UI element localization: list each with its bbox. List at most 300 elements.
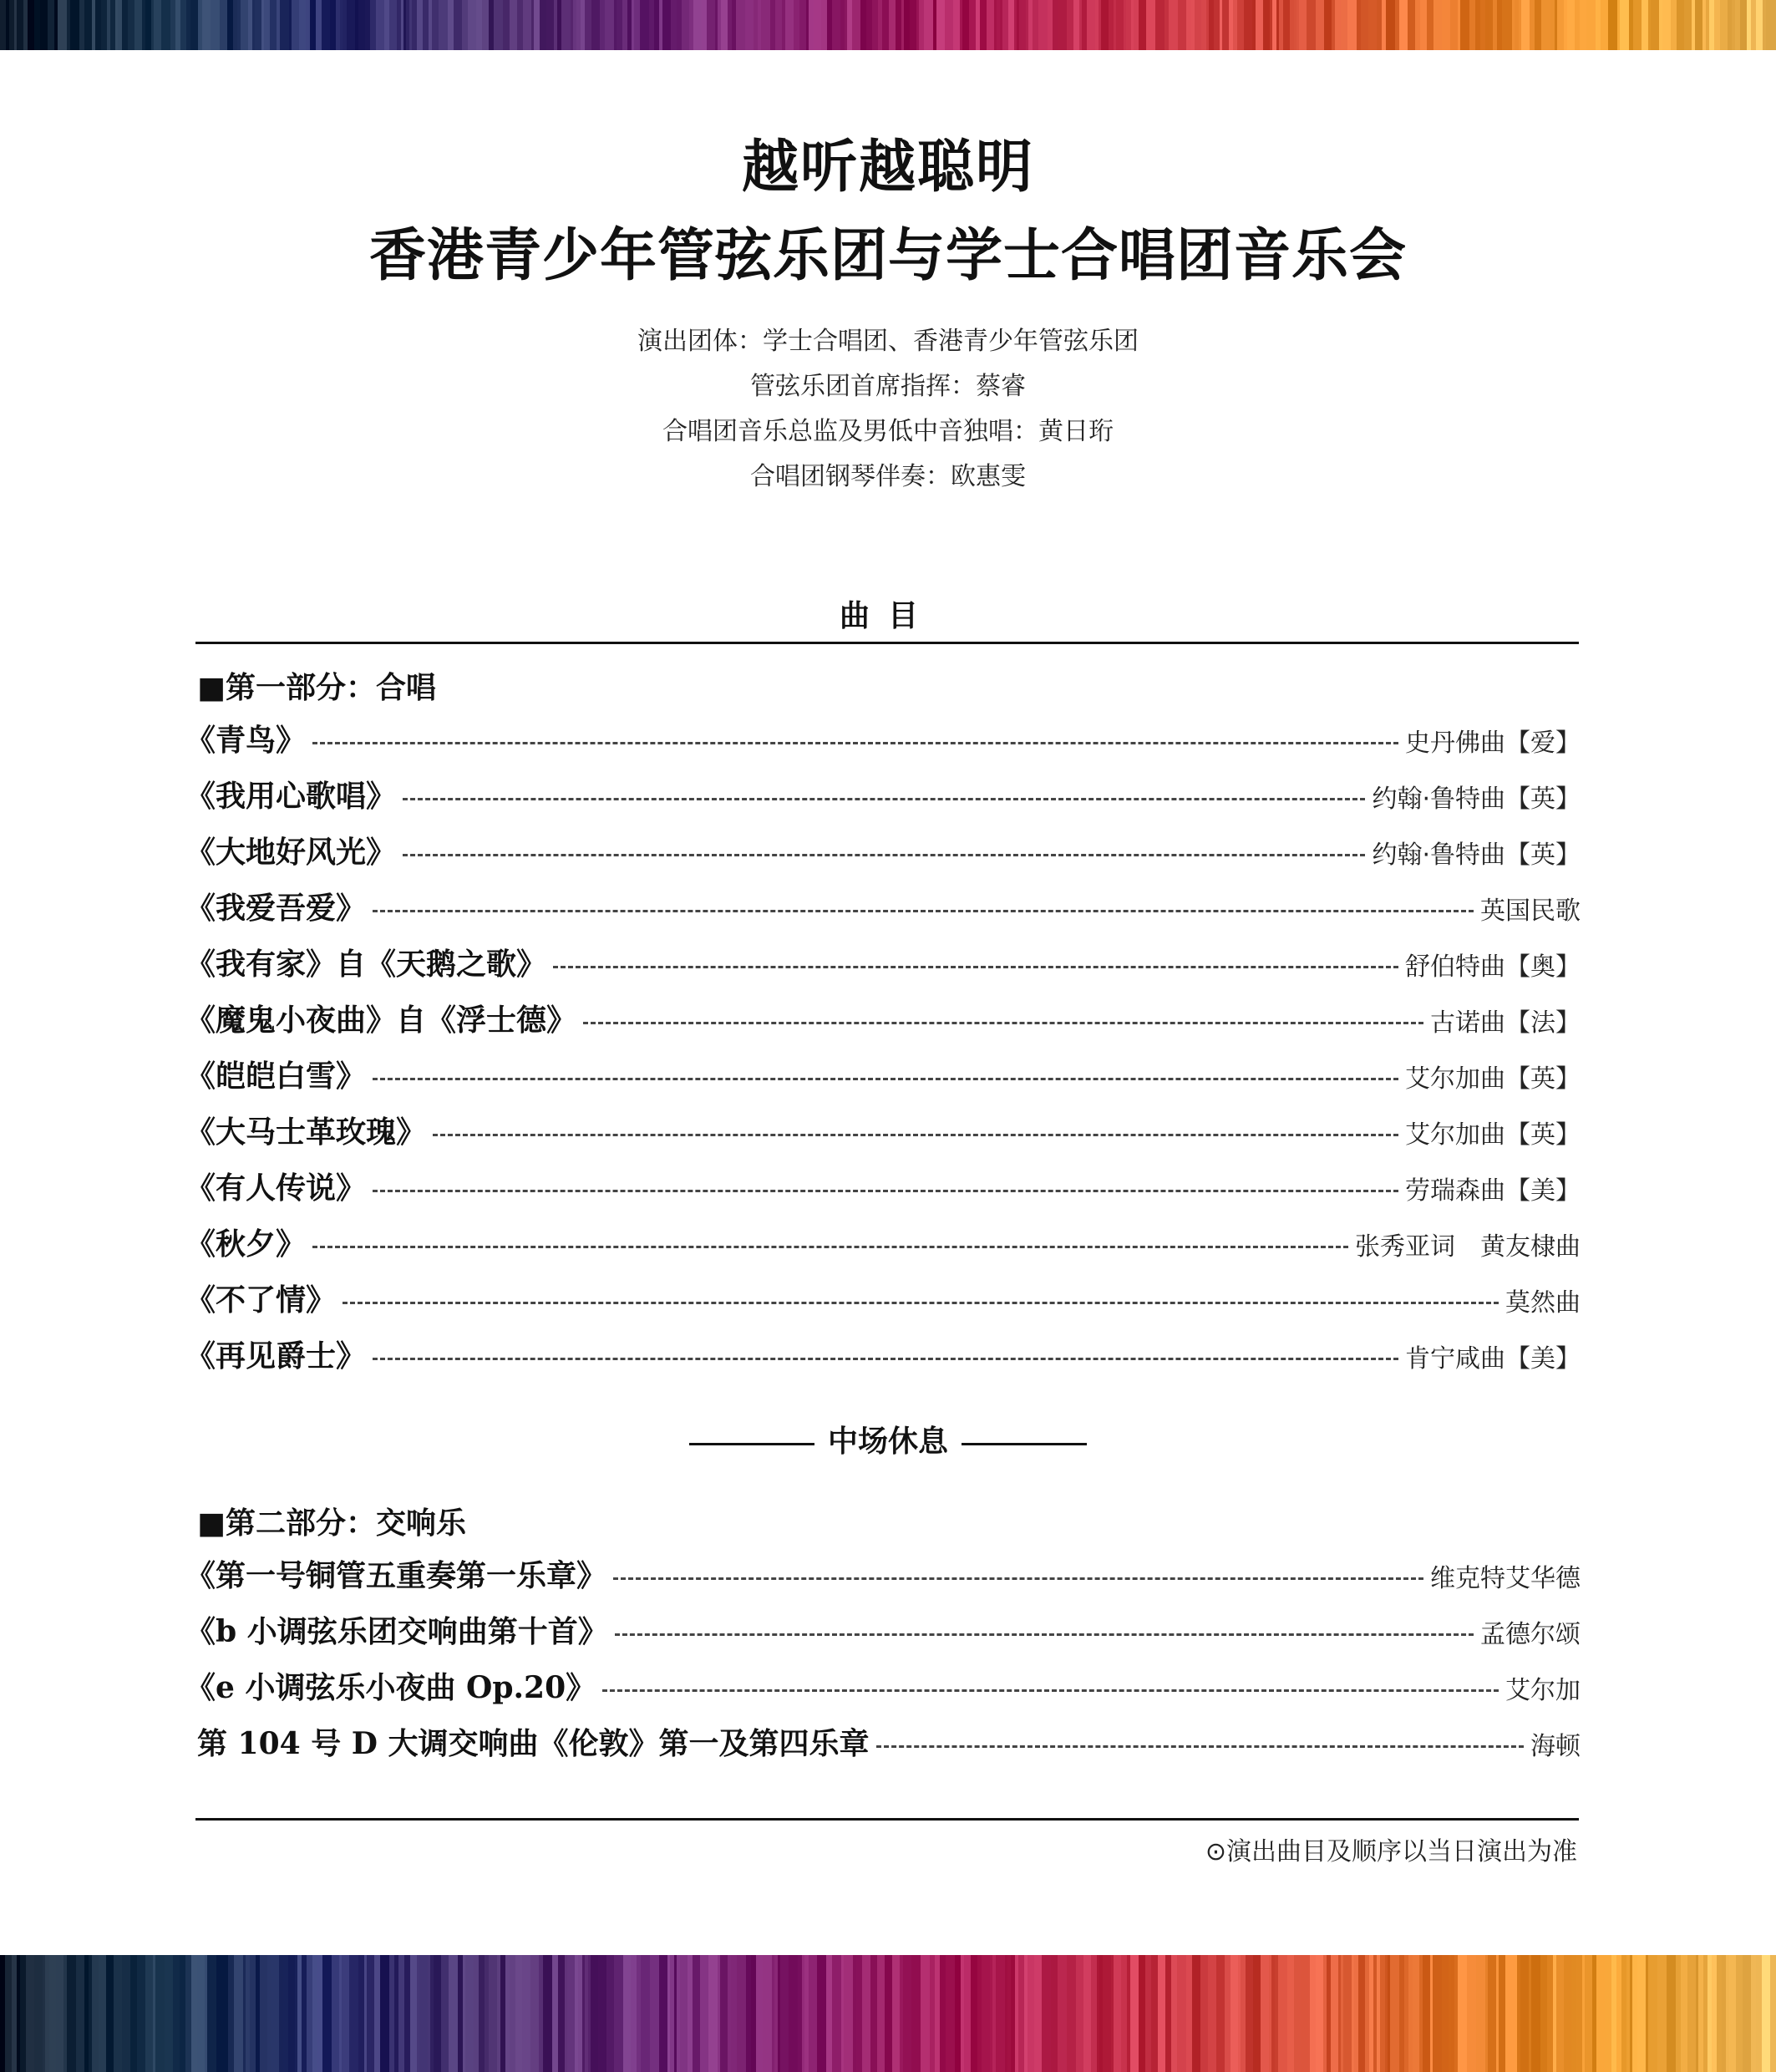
program-item bbox=[185, 1048, 1581, 1104]
color-stripe-bar bbox=[1555, 0, 1557, 50]
color-stripe-bar bbox=[862, 1955, 870, 2072]
color-stripe-bar bbox=[872, 0, 878, 50]
color-stripe-bar bbox=[1611, 1955, 1616, 2072]
color-stripe-bar bbox=[969, 0, 976, 50]
color-stripe-bar bbox=[485, 1955, 489, 2072]
color-stripe-bar bbox=[904, 0, 910, 50]
color-stripe-bar bbox=[1087, 0, 1095, 50]
color-stripe-bar bbox=[582, 1955, 585, 2072]
dotted-leader bbox=[373, 910, 1474, 912]
color-stripe-bar bbox=[1272, 0, 1276, 50]
color-stripe-bar bbox=[667, 1955, 670, 2072]
color-stripe-bar bbox=[1467, 1955, 1476, 2072]
color-stripe-bar bbox=[1585, 1955, 1592, 2072]
color-stripe-bar bbox=[211, 0, 220, 50]
color-stripe-bar bbox=[977, 1955, 982, 2072]
color-stripe-bar bbox=[1657, 1955, 1667, 2072]
composer: 艾尔加 bbox=[1505, 1675, 1581, 1705]
color-stripe-bar bbox=[454, 0, 462, 50]
color-stripe-bar bbox=[817, 1955, 826, 2072]
color-stripe-bar bbox=[1530, 0, 1535, 50]
color-stripe-bar bbox=[649, 0, 654, 50]
color-stripe-bar bbox=[1567, 0, 1575, 50]
color-stripe-bar bbox=[1620, 0, 1629, 50]
color-stripe-bar bbox=[933, 0, 936, 50]
color-stripe-bar bbox=[110, 0, 115, 50]
work-title: 《青鸟》 bbox=[185, 722, 307, 758]
color-stripe-bar bbox=[1101, 0, 1109, 50]
concert-title: 越听越聪明 bbox=[741, 134, 1034, 201]
color-stripe-bar bbox=[1454, 1955, 1458, 2072]
color-stripe-bar bbox=[23, 0, 28, 50]
program-item bbox=[185, 936, 1581, 992]
color-stripe-bar bbox=[1596, 0, 1601, 50]
color-stripe-bar bbox=[591, 1955, 598, 2072]
color-stripe-bar bbox=[1646, 1955, 1648, 2072]
color-stripe-bar bbox=[292, 0, 299, 50]
color-stripe-bar bbox=[497, 1955, 500, 2072]
color-stripe-bar bbox=[9, 0, 14, 50]
color-stripe-bar bbox=[1531, 1955, 1540, 2072]
color-stripe-bar bbox=[1048, 0, 1053, 50]
color-stripe-bar bbox=[205, 1955, 207, 2072]
color-stripe-bar bbox=[374, 1955, 380, 2072]
color-stripe-bar bbox=[500, 1955, 505, 2072]
color-stripe-bar bbox=[503, 0, 510, 50]
color-stripe-bar bbox=[449, 1955, 458, 2072]
color-stripe-bar bbox=[1380, 1955, 1385, 2072]
color-stripe-bar bbox=[448, 0, 454, 50]
color-stripe-bar bbox=[153, 1955, 155, 2072]
color-stripe-bar bbox=[261, 0, 264, 50]
color-stripe-bar bbox=[650, 1955, 659, 2072]
color-stripe-bar bbox=[1529, 1955, 1531, 2072]
color-stripe-bar bbox=[389, 1955, 394, 2072]
dotted-leader bbox=[403, 798, 1365, 800]
color-stripe-bar bbox=[996, 1955, 1005, 2072]
rainbow-stripe-bottom bbox=[0, 1955, 1776, 2072]
color-stripe-bar bbox=[606, 1955, 614, 2072]
color-stripe-bar bbox=[1517, 1955, 1520, 2072]
color-stripe-bar bbox=[122, 1955, 130, 2072]
color-stripe-bar bbox=[1079, 0, 1082, 50]
color-stripe-bar bbox=[1766, 0, 1775, 50]
color-stripe-bar bbox=[6, 0, 9, 50]
color-stripe-bar bbox=[114, 1955, 122, 2072]
color-stripe-bar bbox=[946, 1955, 955, 2072]
color-stripe-bar bbox=[1659, 0, 1662, 50]
color-stripe-bar bbox=[128, 0, 134, 50]
color-stripe-bar bbox=[1515, 0, 1519, 50]
color-stripe-bar bbox=[252, 0, 255, 50]
color-stripe-bar bbox=[84, 0, 92, 50]
color-stripe-bar bbox=[404, 1955, 410, 2072]
color-stripe-bar bbox=[216, 1955, 220, 2072]
color-stripe-bar bbox=[976, 0, 980, 50]
color-stripe-bar bbox=[832, 0, 840, 50]
color-stripe-bar bbox=[58, 0, 67, 50]
color-stripe-bar bbox=[1002, 0, 1008, 50]
color-stripe-bar bbox=[1740, 0, 1747, 50]
color-stripe-bar bbox=[782, 0, 785, 50]
color-stripe-bar bbox=[1629, 0, 1633, 50]
color-stripe-bar bbox=[1676, 1955, 1681, 2072]
composer: 约翰·鲁特曲【英】 bbox=[1372, 840, 1581, 870]
color-stripe-bar bbox=[332, 1955, 339, 2072]
color-stripe-bar bbox=[1736, 1955, 1743, 2072]
color-stripe-bar bbox=[1076, 1955, 1083, 2072]
color-stripe-bar bbox=[1535, 0, 1541, 50]
color-stripe-bar bbox=[1493, 0, 1497, 50]
color-stripe-bar bbox=[462, 0, 468, 50]
color-stripe-bar bbox=[468, 0, 476, 50]
color-stripe-bar bbox=[76, 1955, 84, 2072]
color-stripe-bar bbox=[1022, 0, 1026, 50]
color-stripe-bar bbox=[814, 0, 821, 50]
color-stripe-bar bbox=[227, 0, 233, 50]
color-stripe-bar bbox=[1735, 0, 1740, 50]
color-stripe-bar bbox=[370, 0, 376, 50]
color-stripe-bar bbox=[617, 0, 622, 50]
color-stripe-bar bbox=[367, 1955, 371, 2072]
part2-program-list bbox=[185, 1547, 1581, 1771]
color-stripe-bar bbox=[1763, 0, 1766, 50]
color-stripe-bar bbox=[1520, 1955, 1529, 2072]
color-stripe-bar bbox=[1497, 0, 1502, 50]
part2-heading: ■第二部分：交响乐 bbox=[197, 1506, 467, 1541]
color-stripe-bar bbox=[1633, 0, 1642, 50]
color-stripe-bar bbox=[980, 0, 987, 50]
color-stripe-bar bbox=[489, 1955, 497, 2072]
color-stripe-bar bbox=[1186, 0, 1191, 50]
color-stripe-bar bbox=[1241, 1955, 1246, 2072]
work-title: 《大地好风光》 bbox=[185, 834, 397, 870]
color-stripe-bar bbox=[605, 0, 614, 50]
program-item bbox=[185, 1160, 1581, 1216]
color-stripe-bar bbox=[809, 0, 814, 50]
color-stripe-bar bbox=[1369, 1955, 1373, 2072]
color-stripe-bar bbox=[1026, 0, 1028, 50]
color-stripe-bar bbox=[1476, 1955, 1485, 2072]
work-title: 《有人传说》 bbox=[185, 1170, 367, 1206]
color-stripe-bar bbox=[1770, 1955, 1776, 2072]
color-stripe-bar bbox=[546, 0, 554, 50]
color-stripe-bar bbox=[1307, 0, 1316, 50]
dotted-leader bbox=[613, 1577, 1423, 1580]
divider-bottom bbox=[195, 1818, 1579, 1821]
color-stripe-bar bbox=[505, 1955, 510, 2072]
color-stripe-bar bbox=[1067, 1955, 1076, 2072]
composer: 古诺曲【法】 bbox=[1430, 1008, 1581, 1038]
color-stripe-bar bbox=[1109, 0, 1114, 50]
color-stripe-bar bbox=[1278, 1955, 1287, 2072]
color-stripe-bar bbox=[307, 1955, 312, 2072]
color-stripe-bar bbox=[1252, 0, 1256, 50]
color-stripe-bar bbox=[1709, 0, 1714, 50]
color-stripe-bar bbox=[1279, 0, 1283, 50]
color-stripe-bar bbox=[1404, 1955, 1408, 2072]
color-stripe-bar bbox=[92, 1955, 99, 2072]
color-stripe-bar bbox=[1442, 0, 1450, 50]
color-stripe-bar bbox=[1028, 0, 1033, 50]
color-stripe-bar bbox=[677, 0, 682, 50]
color-stripe-bar bbox=[394, 1955, 398, 2072]
color-stripe-bar bbox=[1377, 1955, 1380, 2072]
color-stripe-bar bbox=[378, 0, 384, 50]
color-stripe-bar bbox=[961, 1955, 964, 2072]
color-stripe-bar bbox=[180, 0, 186, 50]
color-stripe-bar bbox=[531, 0, 534, 50]
color-stripe-bar bbox=[1726, 1955, 1729, 2072]
color-stripe-bar bbox=[202, 0, 211, 50]
color-stripe-bar bbox=[1616, 1955, 1621, 2072]
color-stripe-bar bbox=[745, 0, 754, 50]
dotted-leader bbox=[876, 1745, 1525, 1748]
color-stripe-bar bbox=[1018, 1955, 1024, 2072]
color-stripe-bar bbox=[1058, 1955, 1067, 2072]
color-stripe-bar bbox=[101, 0, 107, 50]
color-stripe-bar bbox=[598, 1955, 606, 2072]
color-stripe-bar bbox=[1352, 1955, 1354, 2072]
color-stripe-bar bbox=[1743, 1955, 1751, 2072]
color-stripe-bar bbox=[1717, 1955, 1722, 2072]
color-stripe-bar bbox=[220, 1955, 228, 2072]
color-stripe-bar bbox=[1200, 1955, 1208, 2072]
color-stripe-bar bbox=[1310, 1955, 1316, 2072]
credit-line-music-director: 合唱团音乐总监及男低中音独唱：黄日珩 bbox=[662, 417, 1114, 446]
color-stripe-bar bbox=[243, 1955, 246, 2072]
credits-list bbox=[0, 319, 1776, 500]
color-stripe-bar bbox=[1413, 1955, 1419, 2072]
color-stripe-bar bbox=[1155, 0, 1165, 50]
color-stripe-bar bbox=[34, 1955, 43, 2072]
color-stripe-bar bbox=[758, 0, 761, 50]
color-stripe-bar bbox=[1762, 1955, 1770, 2072]
dotted-leader bbox=[373, 1078, 1398, 1080]
color-stripe-bar bbox=[429, 0, 432, 50]
color-stripe-bar bbox=[409, 0, 412, 50]
color-stripe-bar bbox=[510, 1955, 515, 2072]
color-stripe-bar bbox=[43, 1955, 45, 2072]
composer: 史丹佛曲【爱】 bbox=[1405, 728, 1581, 758]
color-stripe-bar bbox=[316, 0, 322, 50]
color-stripe-bar bbox=[1121, 1955, 1127, 2072]
color-stripe-bar bbox=[151, 0, 154, 50]
color-stripe-bar bbox=[798, 1955, 802, 2072]
color-stripe-bar bbox=[1231, 1955, 1238, 2072]
color-stripe-bar bbox=[463, 1955, 465, 2072]
color-stripe-bar bbox=[1550, 0, 1555, 50]
color-stripe-bar bbox=[339, 1955, 342, 2072]
color-stripe-bar bbox=[1408, 1955, 1413, 2072]
color-stripe-bar bbox=[376, 0, 378, 50]
color-stripe-bar bbox=[1024, 1955, 1028, 2072]
color-stripe-bar bbox=[1146, 0, 1155, 50]
dotted-leader bbox=[312, 1246, 1348, 1248]
color-stripe-bar bbox=[746, 1955, 751, 2072]
color-stripe-bar bbox=[659, 0, 662, 50]
color-stripe-bar bbox=[241, 0, 248, 50]
color-stripe-bar bbox=[482, 0, 489, 50]
color-stripe-bar bbox=[585, 1955, 588, 2072]
color-stripe-bar bbox=[1271, 1955, 1275, 2072]
color-stripe-bar bbox=[1053, 0, 1058, 50]
color-stripe-bar bbox=[1667, 1955, 1676, 2072]
color-stripe-bar bbox=[1703, 1955, 1707, 2072]
color-stripe-bar bbox=[1720, 0, 1728, 50]
color-stripe-bar bbox=[267, 1955, 271, 2072]
color-stripe-bar bbox=[1324, 0, 1332, 50]
color-stripe-bar bbox=[1171, 1955, 1177, 2072]
dotted-leader bbox=[602, 1689, 1499, 1692]
color-stripe-bar bbox=[322, 1955, 332, 2072]
color-stripe-bar bbox=[34, 0, 40, 50]
color-stripe-bar bbox=[1712, 1955, 1717, 2072]
color-stripe-bar bbox=[674, 1955, 677, 2072]
color-stripe-bar bbox=[751, 1955, 756, 2072]
color-stripe-bar bbox=[994, 0, 997, 50]
color-stripe-bar bbox=[1427, 0, 1433, 50]
color-stripe-bar bbox=[614, 0, 617, 50]
color-stripe-bar bbox=[571, 0, 573, 50]
color-stripe-bar bbox=[1290, 0, 1294, 50]
color-stripe-bar bbox=[1632, 1955, 1637, 2072]
color-stripe-bar bbox=[1707, 1955, 1712, 2072]
color-stripe-bar bbox=[1316, 0, 1324, 50]
color-stripe-bar bbox=[1256, 0, 1263, 50]
color-stripe-bar bbox=[1195, 0, 1201, 50]
color-stripe-bar bbox=[1095, 0, 1099, 50]
color-stripe-bar bbox=[1502, 0, 1510, 50]
color-stripe-bar bbox=[804, 1955, 809, 2072]
color-stripe-bar bbox=[962, 0, 969, 50]
composer: 舒伯特曲【奥】 bbox=[1405, 952, 1581, 982]
color-stripe-bar bbox=[877, 1955, 885, 2072]
color-stripe-bar bbox=[853, 1955, 856, 2072]
color-stripe-bar bbox=[826, 1955, 832, 2072]
color-stripe-bar bbox=[756, 1955, 763, 2072]
color-stripe-bar bbox=[1007, 1955, 1011, 2072]
color-stripe-bar bbox=[1576, 1955, 1582, 2072]
color-stripe-bar bbox=[1073, 0, 1079, 50]
color-stripe-bar bbox=[517, 0, 523, 50]
dotted-leader bbox=[615, 1633, 1474, 1636]
color-stripe-bar bbox=[552, 1955, 558, 2072]
color-stripe-bar bbox=[693, 1955, 700, 2072]
color-stripe-bar bbox=[1017, 0, 1019, 50]
composer: 劳瑞森曲【美】 bbox=[1405, 1176, 1581, 1206]
color-stripe-bar bbox=[69, 1955, 76, 2072]
color-stripe-bar bbox=[1385, 1955, 1388, 2072]
color-stripe-bar bbox=[1458, 0, 1460, 50]
color-stripe-bar bbox=[197, 1955, 205, 2072]
color-stripe-bar bbox=[557, 0, 561, 50]
color-stripe-bar bbox=[761, 0, 770, 50]
color-stripe-bar bbox=[1714, 0, 1720, 50]
color-stripe-bar bbox=[960, 0, 962, 50]
color-stripe-bar bbox=[662, 0, 671, 50]
color-stripe-bar bbox=[780, 1955, 789, 2072]
dotted-leader bbox=[433, 1134, 1398, 1136]
color-stripe-bar bbox=[1496, 1955, 1499, 2072]
color-stripe-bar bbox=[1103, 1955, 1111, 2072]
color-stripe-bar bbox=[1014, 0, 1017, 50]
color-stripe-bar bbox=[63, 1955, 67, 2072]
color-stripe-bar bbox=[250, 1955, 256, 2072]
program-item bbox=[185, 1216, 1581, 1272]
color-stripe-bar bbox=[543, 1955, 552, 2072]
color-stripe-bar bbox=[1729, 1955, 1736, 2072]
color-stripe-bar bbox=[180, 1955, 185, 2072]
color-stripe-bar bbox=[1299, 0, 1307, 50]
divider-top bbox=[195, 642, 1579, 644]
color-stripe-bar bbox=[1116, 0, 1124, 50]
color-stripe-bar bbox=[1419, 1955, 1423, 2072]
color-stripe-bar bbox=[847, 0, 852, 50]
credit-line-performers: 演出团体：学士合唱团、香港青少年管弦乐团 bbox=[637, 327, 1139, 356]
color-stripe-bar bbox=[306, 0, 310, 50]
color-stripe-bar bbox=[1354, 1955, 1358, 2072]
color-stripe-bar bbox=[588, 1955, 591, 2072]
color-stripe-bar bbox=[827, 0, 832, 50]
color-stripe-bar bbox=[1582, 1955, 1585, 2072]
color-stripe-bar bbox=[234, 1955, 243, 2072]
color-stripe-bar bbox=[1145, 1955, 1151, 2072]
color-stripe-bar bbox=[1233, 0, 1237, 50]
color-stripe-bar bbox=[1301, 1955, 1310, 2072]
color-stripe-bar bbox=[1564, 0, 1567, 50]
color-stripe-bar bbox=[430, 1955, 434, 2072]
color-stripe-bar bbox=[1475, 0, 1480, 50]
color-stripe-bar bbox=[567, 1955, 575, 2072]
color-stripe-bar bbox=[1626, 1955, 1630, 2072]
color-stripe-bar bbox=[134, 0, 142, 50]
color-stripe-bar bbox=[403, 0, 406, 50]
dotted-leader bbox=[343, 1302, 1499, 1304]
color-stripe-bar bbox=[1601, 0, 1608, 50]
color-stripe-bar bbox=[1209, 0, 1214, 50]
color-stripe-bar bbox=[573, 0, 576, 50]
color-stripe-bar bbox=[903, 1955, 911, 2072]
color-stripe-bar bbox=[728, 1955, 731, 2072]
color-stripe-bar bbox=[866, 0, 872, 50]
color-stripe-bar bbox=[406, 0, 409, 50]
work-title: 《再见爵士》 bbox=[185, 1338, 367, 1374]
color-stripe-bar bbox=[1082, 0, 1087, 50]
color-stripe-bar bbox=[130, 1955, 137, 2072]
dotted-leader bbox=[312, 742, 1398, 744]
color-stripe-bar bbox=[89, 1955, 92, 2072]
color-stripe-bar bbox=[1677, 0, 1684, 50]
dotted-leader bbox=[583, 1022, 1423, 1024]
color-stripe-bar bbox=[530, 1955, 539, 2072]
color-stripe-bar bbox=[1540, 1955, 1547, 2072]
color-stripe-bar bbox=[248, 0, 252, 50]
color-stripe-bar bbox=[1341, 0, 1347, 50]
composer: 艾尔加曲【英】 bbox=[1405, 1120, 1581, 1150]
color-stripe-bar bbox=[930, 1955, 935, 2072]
color-stripe-bar bbox=[280, 0, 289, 50]
color-stripe-bar bbox=[1489, 0, 1493, 50]
color-stripe-bar bbox=[585, 0, 591, 50]
color-stripe-bar bbox=[1335, 0, 1341, 50]
rainbow-stripe-top bbox=[0, 0, 1776, 50]
color-stripe-bar bbox=[921, 1955, 930, 2072]
color-stripe-bar bbox=[365, 0, 370, 50]
color-stripe-bar bbox=[1390, 1955, 1399, 2072]
color-stripe-bar bbox=[380, 1955, 389, 2072]
color-stripe-bar bbox=[1751, 0, 1756, 50]
